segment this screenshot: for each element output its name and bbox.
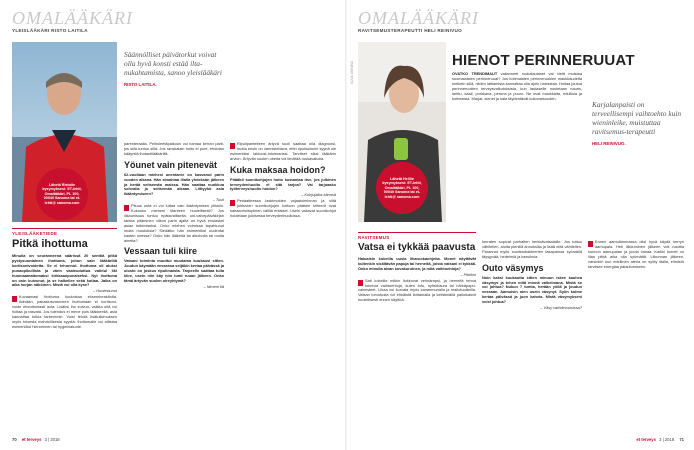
left-footer-issue: 3 | 2018 — [44, 437, 60, 442]
right-article1-title: Vatsa ei tykkää paavusta — [358, 242, 476, 253]
right-section-rule — [358, 232, 476, 233]
right-intro-label: OVATKO TRENDIMAUT — [452, 72, 498, 76]
dropcap-marker — [124, 205, 129, 211]
right-article1-signature: – Pitkikin — [460, 271, 476, 277]
dropcap-marker — [12, 296, 17, 302]
photo-credit: KUVA: ANNIINA — [350, 61, 354, 84]
right-section-tag: RAVITSEMUS — [358, 235, 390, 240]
left-article1-continued: parenteraalia. Pelitoleetäpaikoon voi tointaa kerran parti, jos sillä tuntuu sillä. Jos ranskalain hoito ei pure, ehdotan kääyntiä ihotautilääkärillä. — [124, 142, 224, 156]
left-article2-body: Pituus unta ei voi luttaa vain ikääntymisen piikkiin. Kokooko mieheni tilanteen huolellisesti? Jos liikaunisuus tuntuu epätavalliselta, uni-valvepäiväkirjan tarkka pitäminen viikon parin ajalta on hyvä ensiaskel asian tutkimiseksi. Onko miehen voimissa tapahtunut muita muutoksia? Siedätko hän esimerkiksi uudentai kasten unessa? Onko hän lääkeitä tai alkoholia tai muita aineita? — [124, 203, 224, 243]
right-article2-body: Ennen aamulämmassa olisi hyvä käydä kerryn aamupala. Heti liikkuminen jälkeen voit nauttia kunnon aamupalan ja juoda vanaa. Kaikki tunnet on liian pitkä aika olla syömättä. Liikunnan jälkeen, varsinkin kun edellinen ateria on syöty iltalla, elimistö tarvitsee energiaa palautumiseen. — [588, 240, 684, 269]
left-column-2 — [124, 142, 224, 434]
left-article2-lead: 62-vuotiaan miehesi unentarve on kasvanut parin vuoden aikana. Hän simahtaa illalla yhdeksän jälkeen ja herää seitsemän maissa. Hän saattaa nuokkua sohvalla jo seitsemän aikaan. Liittyykö asia ikääntymiseen? — [124, 171, 224, 197]
right-footer — [636, 437, 684, 442]
right-byline: RAVITSEMUSTERAPEUTTI HELI REINIVUO — [358, 28, 463, 33]
left-article2-title: Yöunet vain pitenevät — [124, 159, 218, 170]
left-pullquote-text: Säännölliset päivätorkut voivat olla hyvä konsti estää ilta-nukahtamista, sanoo yleislääkäri — [124, 50, 222, 77]
right-article2-lead: Noin kaksi kuukautta sitten minuun iskee kauhea väsymys ja tehen mitä minnä valkeimana. Mistä se voi johtua? Nukun 7 tuntia, herään yöllä ja joudun vessaan. Aamuisin olen usein väsynyt. Syön kolme kertaa päivässä ja juon kahvia. Mistä väsymykseni voisi johtua? — [482, 274, 582, 305]
dropcap-marker — [358, 280, 363, 286]
right-article1-lead: Haluaisin kokeilla uusia liharuokaohjeita. Monet näyttävät kuitenkin sisältävän papuja tai herneitä, joista vatsani ei tykkää. Onko minulla aivan kovakuruinen, ja mitä vaihtoehtoja? — [358, 257, 476, 271]
left-contact-badge: Lähetä Ristolle kysymyksesi: ET-lehti, Omalääkäri, PL 100, 00040 Sanoma tai et-lehti@ sanoma.com — [36, 168, 88, 220]
right-intro-text: OVATKO TRENDIMAUT vallanneet ruokalautaset vai vielä muistaa suomalaisten perinneruuat? Jos kotimaisten perinneruokien maukkaudelta melkein sillä, niiden lattiamista kannattaa olla ajoin harrastaa. Hoitaa joutua perinneruokien terveysvaikutuksista, kun lautaselle nostetaan nauris, lanttu, kaali, porkkana, peruna ja puuro. Ne ovat maukkaita, edullisia ja kotimaisia. Marjat, sienet ja kala täydentävät kokonaisuuden. — [452, 72, 582, 101]
left-section-tag: YLEISLÄÄKETIEDE — [12, 231, 58, 236]
left-article1-body: Kuvaamasi ihottuma kuulostaa eksemireaktiolta. Ikävään, pakastusvaroneen ihottumaan ei kortisoni-voide ehdottomasti auta. Lisäksi iho kuivuu, vaikka sitä voi hoitaa ja rasvata. Jos tulehdus ei mene pois lääkkeellä, asia kannattaa tutkia tarkemmin. Voisi tehdä lisätutkimuksen myös toisesta mahdollisesta syystä: ihottumalle voi altistaa esimerkiksi hierominen tai hygieniatuote. — [12, 294, 117, 329]
right-contact-badge: Lähetä Helille kysymyksesi: ET-lehti, Omalääkäri, PL 100, 00040 Sanoma tai et-lehti@ sanoma.com — [376, 162, 428, 214]
right-article1-body: Sait kokeilla mitkin liukkuvat vehnärapsi- ja herneitä tehoa toimivia vaihtoehtoja, kuten tofu, nyhtökaura tai härkäpapu-valmisteet. Lihaa voi korvata myös kananmunalla ja maitotuotteilla. Vatsan turvotusta voi ehkäistä liottamalla ja keittämällä palkokasvit huolellisesti ennen käyttöä. — [358, 277, 476, 303]
left-footer — [12, 437, 60, 442]
right-pullquote-text: Karjalanpaisti on terveellisempi vaihtoehto kuin wieninleike, muistuttaa ravitsemus-terapeutti — [592, 100, 682, 136]
left-article3-title: Vessaan tuli kiire — [124, 246, 198, 257]
right-intro-column — [452, 72, 582, 222]
right-page-number: 71 — [679, 437, 684, 442]
left-footer-magazine: et terveys — [21, 437, 42, 442]
left-article4-body: Periaatteessa laskimoiden vajaatoiminnan ja siitä johtuvien suonikohjujen hoitoon pääsee kriteerit ovat sairaanhoitopiirien välillä erilaiset. Usein vakavat suonikohjut hoidetaan julkisessa terveydenhuollossa. — [230, 198, 336, 218]
spread-gutter — [345, 0, 349, 450]
left-article2-signature: – Tuuli — [212, 197, 224, 203]
left-article1-lead: Minulla on seuranneena säärissä 20 senttiä pitkä pystysuuntainen ihottuma, johon sain lääkäriltä kortisonivoidetta. Se ei tehonnut. Ihottuma oli aluksi punaoplkullista ja värin vaaleuduttua vaihtui liki huomaamattomaksi kirkkaanpunaiseksi. Nyt ihottuma on osin kuivunut, ja se halkeilee sekä kutiaa. Jalka on aika hurjan näköinen. Mistä voi olla kyse? — [12, 254, 117, 288]
right-column-1 — [358, 257, 476, 435]
right-footer-issue: 3 | 2018 — [659, 437, 675, 442]
right-article2-signature: – Väsy vaihdevuosissa? — [540, 305, 582, 311]
left-masthead: OMALÄÄKÄRI — [12, 8, 133, 28]
right-pullquote-name: HELI REINIVUO. — [592, 141, 626, 146]
right-main-title: HIENOT PERINNERUUAT — [452, 52, 635, 69]
left-page-number: 70 — [12, 437, 17, 442]
left-article1-title: Pitkä ihottuma — [12, 238, 88, 250]
left-article4-title: Kuka maksaa hoidon? — [230, 164, 326, 175]
left-article3-signature: – Nimeni tiä — [203, 283, 224, 289]
left-column-3 — [230, 142, 336, 434]
right-column-3 — [588, 240, 684, 435]
left-section-rule — [12, 228, 117, 229]
dropcap-marker — [588, 241, 593, 247]
left-article3-body: Ripulipantetteen ärtyvä suoli saattaa olla diagnoosi, mutta ensin on varmistettava, ettei ripulisoinnin syynä ole esimerkiksi laktoosi-intoleranssi. Tarvitset siksi lääkärin arvion. Ärtyvän suolen oireita voi lievittää ruokavaliolla. — [230, 142, 336, 161]
left-pullquote — [124, 50, 222, 89]
right-footer-magazine: et terveys — [636, 437, 656, 442]
left-article4-signature: – Kohjujalka kännsä — [301, 192, 336, 198]
right-column-2 — [482, 240, 582, 435]
left-byline: YLEISLÄÄKÄRI RISTO LAITILA — [12, 28, 88, 33]
left-article3-lead: Vatsani toiminta muuttui muutama kuukausi sitten. Joudun käymään vessassa seljäkin kertaa päivässä ja ulosto on joskus ripulimaista. Tarpeelle saattaa tulla kiire, usein niin käy niin tunti ruuan jälkeen. Onko tämä ärtyvän suolen oireyhtymä? — [124, 258, 224, 284]
right-article1-continued: kerraten sopivat parhaiten herkkävatsaisille. Jos tottuu vähitellen, aloita pienillä annoksilla ja lisää niitä vähitellen. Parannat myös suolistobakteerien tasapainoa syömällä täysjyvää, hedelmiä ja kasviksia. — [482, 240, 582, 259]
left-column-1 — [12, 254, 117, 434]
right-pullquote — [592, 100, 684, 148]
dropcap-marker — [230, 200, 235, 206]
right-article2-title: Outo väsymys — [482, 262, 544, 273]
left-article1-signature: – Huolestunut — [92, 288, 117, 294]
left-pullquote-name: RISTO LAITILA. — [124, 82, 157, 87]
dropcap-marker — [230, 143, 235, 149]
left-article4-lead: Pitääkö suonikohjujen hoito kustantaa itse, jos julkinen terveydenhuolto ei sitä tarjoa? Vai tarjoaako työterveyshuolto hoidon? — [230, 176, 336, 192]
right-masthead: OMALÄÄKÄRI — [358, 8, 479, 28]
